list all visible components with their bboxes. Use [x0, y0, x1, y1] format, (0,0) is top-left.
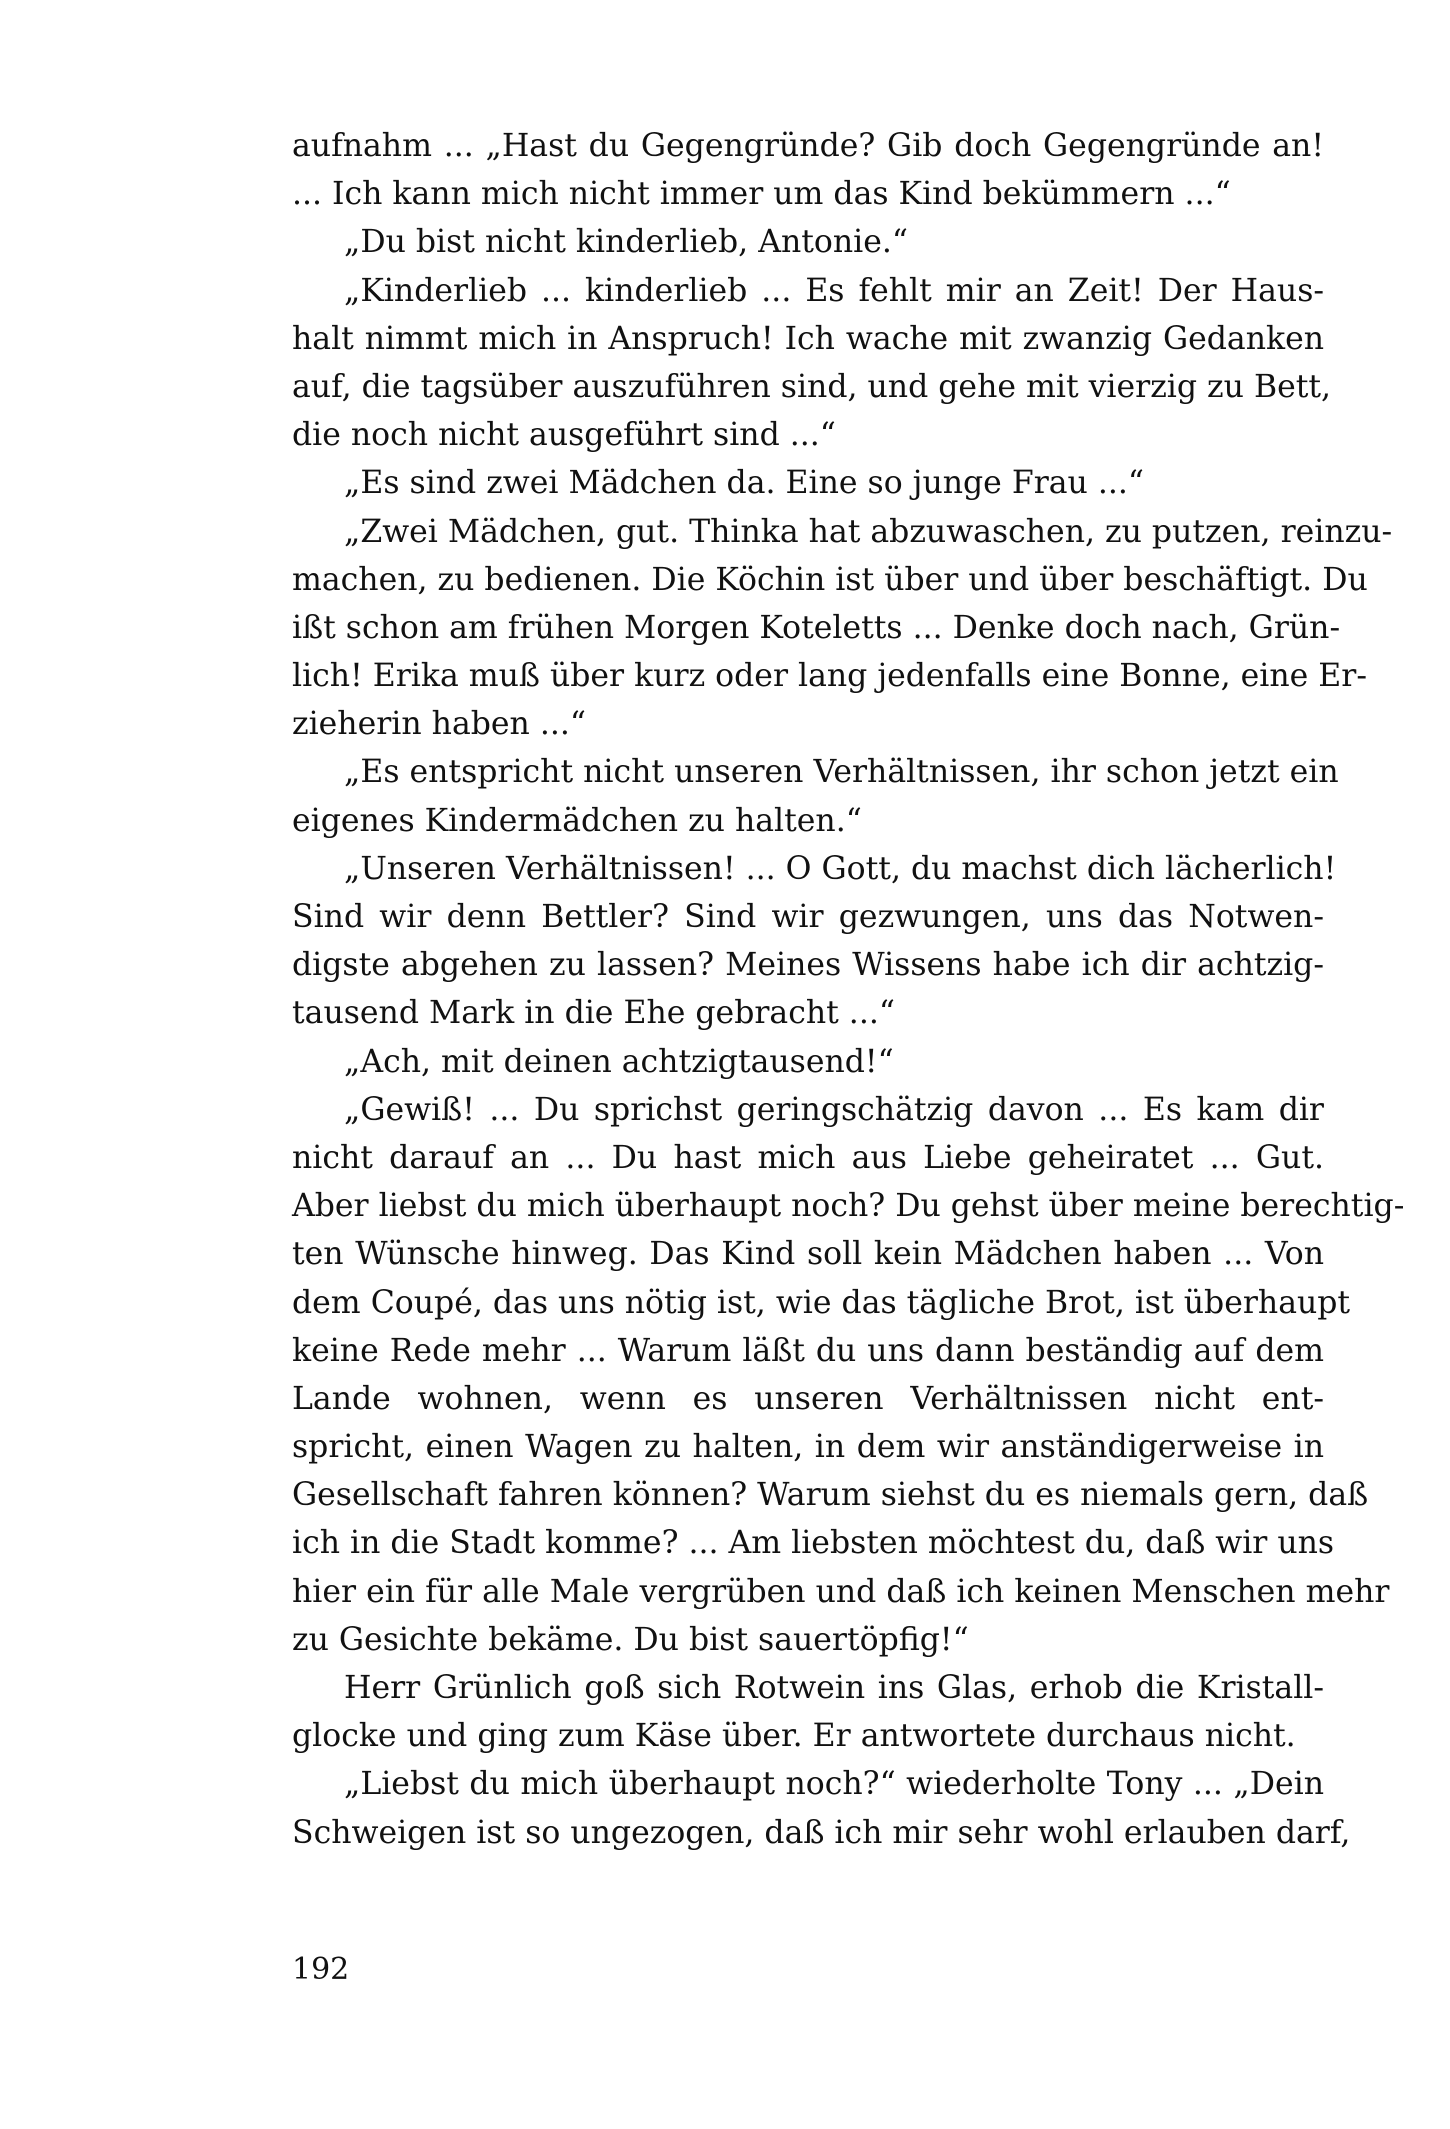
text-line: digste abgehen zu lassen? Meines Wissens habe ich dir achtzig-	[292, 947, 1324, 984]
text-line: hier ein für alle Male vergrüben und daß ich keinen Menschen mehr	[292, 1573, 1390, 1610]
text-line: zu Gesichte bekäme. Du bist sauertöpfig!“	[292, 1621, 969, 1658]
text-line: eigenes Kindermädchen zu halten.“	[292, 802, 862, 839]
text-line: „Es entspricht nicht unseren Verhältnissen, ihr schon jetzt ein	[344, 754, 1339, 791]
text-line: „Liebst du mich überhaupt noch?“ wiederholte Tony ... „Dein	[344, 1766, 1324, 1803]
text-line: Sind wir denn Bettler? Sind wir gezwungen, uns das Notwen-	[292, 899, 1324, 935]
text-line: ... Ich kann mich nicht immer um das Kind bekümmern ...“	[292, 176, 1231, 213]
text-line: nicht darauf an ... Du hast mich aus Liebe geheiratet ... Gut.	[292, 1139, 1324, 1176]
text-line: aufnahm ... „Hast du Gegengründe? Gib doch Gegengründe an!	[292, 128, 1324, 164]
text-line: „Gewiß! ... Du sprichst geringschätzig davon ... Es kam dir	[344, 1091, 1324, 1128]
text-line: die noch nicht ausgeführt sind ...“	[292, 417, 836, 454]
page-number: 192	[292, 1952, 350, 1987]
text-line: machen, zu bedienen. Die Köchin ist über und über beschäftigt. Du	[292, 561, 1368, 598]
text-line: spricht, einen Wagen zu halten, in dem wir anständigerweise in	[292, 1429, 1324, 1466]
text-line: Schweigen ist so ungezogen, daß ich mir sehr wohl erlauben darf,	[292, 1814, 1351, 1851]
text-line: auf, die tagsüber auszuführen sind, und gehe mit vierzig zu Bett,	[292, 368, 1332, 405]
text-line: dem Coupé, das uns nötig ist, wie das tägliche Brot, ist überhaupt	[292, 1284, 1351, 1321]
text-line: ißt schon am frühen Morgen Koteletts ... Denke doch nach, Grün-	[292, 609, 1341, 646]
text-line: „Zwei Mädchen, gut. Thinka hat abzuwaschen, zu putzen, reinzu-	[344, 513, 1393, 550]
text-line: Lande wohnen, wenn es unseren Verhältnissen nicht ent-	[292, 1380, 1324, 1417]
text-line: „Du bist nicht kinderlieb, Antonie.“	[344, 224, 908, 261]
text-line: „Es sind zwei Mädchen da. Eine so junge Frau ...“	[344, 465, 1144, 502]
page-body	[292, 122, 1405, 1857]
text-line: lich! Erika muß über kurz oder lang jedenfalls eine Bonne, eine Er-	[292, 658, 1367, 695]
text-line: glocke und ging zum Käse über. Er antwortete durchaus nicht.	[292, 1718, 1296, 1755]
text-line: keine Rede mehr ... Warum läßt du uns dann beständig auf dem	[292, 1332, 1324, 1369]
text-line: „Unseren Verhältnissen! ... O Gott, du machst dich lächerlich!	[344, 850, 1337, 887]
text-line: ten Wünsche hinweg. Das Kind soll kein Mädchen haben ... Von	[292, 1236, 1324, 1273]
text-line: halt nimmt mich in Anspruch! Ich wache mit zwanzig Gedanken	[292, 320, 1324, 357]
text-line: ich in die Stadt komme? ... Am liebsten möchtest du, daß wir uns	[292, 1525, 1335, 1562]
text-line: „Kinderlieb ... kinderlieb ... Es fehlt mir an Zeit! Der Haus-	[344, 272, 1324, 309]
text-line: Aber liebst du mich überhaupt noch? Du gehst über meine berechtig-	[292, 1188, 1405, 1225]
text-line: Gesellschaft fahren können? Warum siehst du es niemals gern, daß	[292, 1477, 1369, 1514]
text-line: „Ach, mit deinen achtzigtausend!“	[344, 1043, 894, 1080]
text-line: tausend Mark in die Ehe gebracht ...“	[292, 995, 895, 1032]
text-line: zieherin haben ...“	[292, 706, 586, 743]
text-line: Herr Grünlich goß sich Rotwein ins Glas, erhob die Kristall-	[344, 1670, 1324, 1706]
